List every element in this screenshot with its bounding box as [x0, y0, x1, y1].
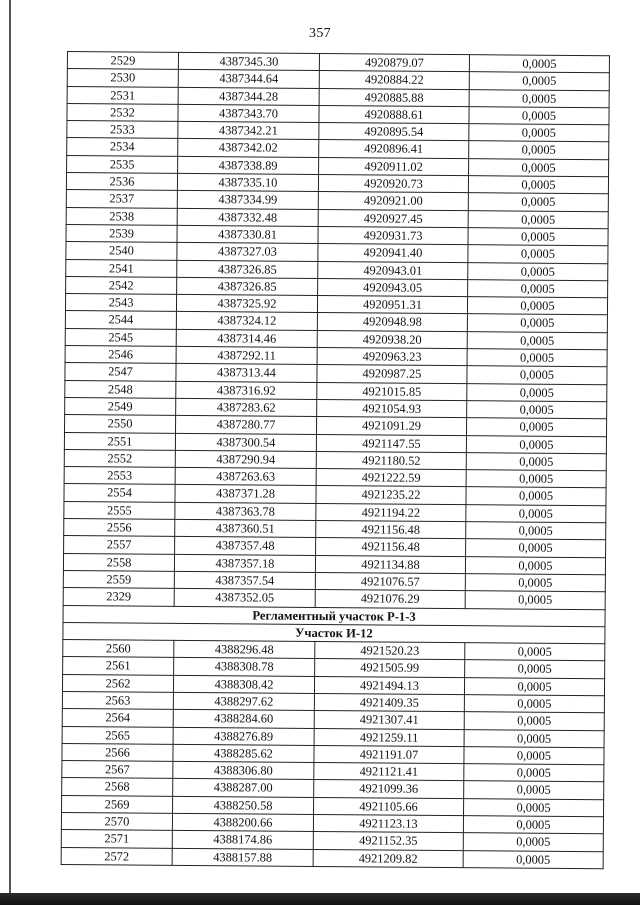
- point-number-cell: 2537: [66, 190, 177, 208]
- point-number-cell: 2540: [66, 242, 177, 260]
- precision-cell: 0,0005: [469, 141, 609, 159]
- coord-x-cell: 4387360.51: [175, 519, 316, 537]
- precision-cell: 0,0005: [469, 124, 609, 142]
- coord-y-cell: 4921409.35: [314, 693, 464, 711]
- precision-cell: 0,0005: [468, 245, 608, 263]
- coord-x-cell: 4387334.99: [177, 191, 318, 209]
- coord-x-cell: 4387290.94: [175, 450, 316, 468]
- point-number-cell: 2552: [64, 449, 175, 467]
- coord-y-cell: 4920948.98: [317, 313, 467, 331]
- point-number-cell: 2565: [62, 726, 173, 744]
- precision-cell: 0,0005: [464, 764, 604, 782]
- coord-y-cell: 4920943.01: [318, 261, 468, 279]
- point-number-cell: 2553: [64, 467, 175, 485]
- coord-y-cell: 4921091.29: [316, 417, 466, 435]
- precision-cell: 0,0005: [466, 487, 606, 505]
- point-number-cell: 2566: [62, 743, 173, 761]
- coord-x-cell: 4387344.28: [178, 87, 319, 105]
- coord-y-cell: 4921191.07: [314, 745, 464, 763]
- coord-x-cell: 4387344.64: [178, 70, 319, 88]
- coord-x-cell: 4387352.05: [174, 589, 315, 607]
- precision-cell: 0,0005: [467, 366, 607, 384]
- point-number-cell: 2546: [65, 346, 176, 364]
- coord-y-cell: 4921076.29: [315, 590, 465, 608]
- precision-cell: 0,0005: [465, 556, 605, 574]
- coord-x-cell: 4387332.48: [177, 208, 318, 226]
- coord-x-cell: 4387357.54: [174, 571, 315, 589]
- coord-y-cell: 4921494.13: [314, 676, 464, 694]
- coord-y-cell: 4921520.23: [315, 642, 465, 660]
- point-number-cell: 2541: [66, 259, 177, 277]
- precision-cell: 0,0005: [464, 712, 604, 730]
- precision-cell: 0,0005: [464, 798, 604, 816]
- coord-x-cell: 4387335.10: [177, 173, 318, 191]
- coord-x-cell: 4387316.92: [176, 381, 317, 399]
- precision-cell: 0,0005: [468, 210, 608, 228]
- coord-x-cell: 4388285.62: [173, 744, 314, 762]
- precision-cell: 0,0005: [467, 349, 607, 367]
- coord-x-cell: 4388308.42: [173, 675, 314, 693]
- coord-y-cell: 4921147.55: [316, 434, 466, 452]
- table-body-bottom: [61, 640, 605, 869]
- coord-y-cell: 4920931.73: [318, 226, 468, 244]
- point-number-cell: 2562: [62, 674, 173, 692]
- coord-x-cell: 4388284.60: [173, 710, 314, 728]
- coord-y-cell: 4921307.41: [314, 711, 464, 729]
- coord-y-cell: 4921222.59: [316, 469, 466, 487]
- coord-x-cell: 4387263.63: [175, 467, 316, 485]
- coord-y-cell: 4921054.93: [317, 399, 467, 417]
- precision-cell: 0,0005: [465, 643, 605, 661]
- coord-y-cell: 4920920.73: [318, 175, 468, 193]
- coord-y-cell: 4920963.23: [317, 348, 467, 366]
- coord-y-cell: 4921152.35: [313, 832, 463, 850]
- point-number-cell: 2572: [61, 847, 172, 865]
- coord-y-cell: 4920884.22: [319, 71, 469, 89]
- precision-cell: 0,0005: [464, 677, 604, 695]
- coord-x-cell: 4387343.70: [178, 104, 319, 122]
- point-number-cell: 2543: [65, 294, 176, 312]
- point-number-cell: 2556: [64, 519, 175, 537]
- point-number-cell: 2532: [67, 103, 178, 121]
- coord-y-cell: 4920895.54: [319, 123, 469, 141]
- point-number-cell: 2558: [63, 553, 174, 571]
- coord-x-cell: 4387324.12: [176, 312, 317, 330]
- precision-cell: 0,0005: [465, 574, 605, 592]
- point-number-cell: 2542: [66, 276, 177, 294]
- coord-x-cell: 4387371.28: [175, 485, 316, 503]
- coord-x-cell: 4387326.85: [177, 277, 318, 295]
- coord-y-cell: 4921209.82: [313, 849, 463, 867]
- coord-x-cell: 4387300.54: [175, 433, 316, 451]
- coord-y-cell: 4921156.48: [316, 520, 466, 538]
- coord-x-cell: 4387326.85: [177, 260, 318, 278]
- coordinates-table-wrap: [61, 51, 609, 869]
- point-number-cell: 2531: [67, 86, 178, 104]
- coord-x-cell: 4388296.48: [174, 640, 315, 658]
- point-number-cell: 2535: [67, 155, 178, 173]
- precision-cell: 0,0005: [468, 176, 608, 194]
- coord-y-cell: 4921194.22: [316, 503, 466, 521]
- precision-cell: 0,0005: [466, 539, 606, 557]
- coord-y-cell: 4920896.41: [319, 140, 469, 158]
- coord-y-cell: 4920888.61: [319, 105, 469, 123]
- coord-x-cell: 4387338.89: [178, 156, 319, 174]
- precision-cell: 0,0005: [467, 297, 607, 315]
- precision-cell: 0,0005: [466, 522, 606, 540]
- coord-x-cell: 4387345.30: [178, 52, 319, 70]
- precision-cell: 0,0005: [466, 470, 606, 488]
- point-number-cell: 2544: [65, 311, 176, 329]
- coord-y-cell: 4920911.02: [319, 157, 469, 175]
- precision-cell: 0,0005: [468, 262, 608, 280]
- point-number-cell: 2561: [63, 657, 174, 675]
- precision-cell: 0,0005: [469, 55, 609, 73]
- coord-y-cell: 4920938.20: [317, 330, 467, 348]
- precision-cell: 0,0005: [467, 401, 607, 419]
- point-number-cell: 2549: [65, 397, 176, 415]
- precision-cell: 0,0005: [469, 89, 609, 107]
- point-number-cell: 2547: [65, 363, 176, 381]
- coord-x-cell: 4387357.18: [174, 554, 315, 572]
- point-number-cell: 2538: [66, 207, 177, 225]
- point-number-cell: 2530: [67, 69, 178, 87]
- coord-y-cell: 4921180.52: [316, 451, 466, 469]
- coord-x-cell: 4387283.62: [176, 398, 317, 416]
- point-number-cell: 2559: [63, 570, 174, 588]
- point-number-cell: 2550: [65, 415, 176, 433]
- point-number-cell: 2563: [62, 691, 173, 709]
- table-body-top: [63, 52, 609, 610]
- coord-y-cell: 4921156.48: [316, 538, 466, 556]
- coord-y-cell: 4921134.88: [315, 555, 465, 573]
- point-number-cell: 2564: [62, 709, 173, 727]
- coord-x-cell: 4388306.80: [173, 762, 314, 780]
- precision-cell: 0,0005: [466, 418, 606, 436]
- coord-x-cell: 4388297.62: [173, 692, 314, 710]
- scan-left-edge: [9, 0, 11, 905]
- coord-y-cell: 4921015.85: [317, 382, 467, 400]
- coord-x-cell: 4387363.78: [175, 502, 316, 520]
- coord-x-cell: 4387342.21: [178, 122, 319, 140]
- precision-cell: 0,0005: [466, 452, 606, 470]
- point-number-cell: 2569: [62, 795, 173, 813]
- coord-x-cell: 4388308.78: [174, 658, 315, 676]
- coord-y-cell: 4921259.11: [314, 728, 464, 746]
- coord-x-cell: 4387292.11: [176, 346, 317, 364]
- table-row: [61, 847, 603, 869]
- coord-y-cell: 4920927.45: [318, 209, 468, 227]
- coord-y-cell: 4920921.00: [318, 192, 468, 210]
- precision-cell: 0,0005: [466, 435, 606, 453]
- precision-cell: 0,0005: [464, 781, 604, 799]
- coord-y-cell: 4920943.05: [318, 278, 468, 296]
- precision-cell: 0,0005: [469, 72, 609, 90]
- coord-x-cell: 4388157.88: [172, 848, 313, 866]
- precision-cell: 0,0005: [465, 660, 605, 678]
- point-number-cell: 2560: [63, 640, 174, 658]
- coord-x-cell: 4388276.89: [173, 727, 314, 745]
- precision-cell: 0,0005: [464, 695, 604, 713]
- coord-x-cell: 4387342.02: [178, 139, 319, 157]
- table-section-header: [63, 605, 605, 644]
- coord-y-cell: 4921505.99: [315, 659, 465, 677]
- coord-x-cell: 4387280.77: [176, 416, 317, 434]
- precision-cell: 0,0005: [464, 747, 604, 765]
- point-number-cell: 2570: [61, 813, 172, 831]
- point-number-cell: 2554: [64, 484, 175, 502]
- coord-y-cell: 4921121.41: [314, 763, 464, 781]
- precision-cell: 0,0005: [467, 314, 607, 332]
- coord-x-cell: 4388200.66: [172, 813, 313, 831]
- precision-cell: 0,0005: [467, 331, 607, 349]
- coord-y-cell: 4920941.40: [318, 244, 468, 262]
- point-number-cell: 2568: [62, 778, 173, 796]
- point-number-cell: 2548: [65, 380, 176, 398]
- precision-cell: 0,0005: [468, 193, 608, 211]
- page-number: 357: [309, 26, 331, 41]
- coord-y-cell: 4920987.25: [317, 365, 467, 383]
- point-number-cell: 2539: [66, 224, 177, 242]
- coord-y-cell: 4921123.13: [313, 815, 463, 833]
- point-number-cell: 2329: [63, 588, 174, 606]
- coord-y-cell: 4921076.57: [315, 572, 465, 590]
- coord-x-cell: 4388250.58: [173, 796, 314, 814]
- precision-cell: 0,0005: [465, 591, 605, 609]
- coord-x-cell: 4387357.48: [175, 537, 316, 555]
- coord-x-cell: 4387313.44: [176, 364, 317, 382]
- coord-y-cell: 4921235.22: [316, 486, 466, 504]
- scan-bottom-edge: [0, 893, 640, 905]
- precision-cell: 0,0005: [468, 228, 608, 246]
- coord-y-cell: 4920879.07: [319, 53, 469, 71]
- point-number-cell: 2557: [64, 536, 175, 554]
- point-number-cell: 2571: [61, 830, 172, 848]
- coord-x-cell: 4387314.46: [176, 329, 317, 347]
- coordinates-table: [61, 51, 610, 869]
- precision-cell: 0,0005: [464, 729, 604, 747]
- precision-cell: 0,0005: [469, 107, 609, 125]
- coord-x-cell: 4387330.81: [177, 225, 318, 243]
- coord-y-cell: 4920951.31: [317, 296, 467, 314]
- point-number-cell: 2567: [62, 761, 173, 779]
- coord-x-cell: 4387325.92: [176, 295, 317, 313]
- point-number-cell: 2529: [67, 52, 178, 70]
- coord-y-cell: 4920885.88: [319, 88, 469, 106]
- section-title: Регламентный участок Р-1-3: [63, 605, 605, 627]
- precision-cell: 0,0005: [467, 383, 607, 401]
- precision-cell: 0,0005: [469, 158, 609, 176]
- point-number-cell: 2551: [64, 432, 175, 450]
- point-number-cell: 2533: [67, 121, 178, 139]
- coord-x-cell: 4388174.86: [172, 831, 313, 849]
- point-number-cell: 2555: [64, 501, 175, 519]
- precision-cell: 0,0005: [463, 816, 603, 834]
- subsection-title: Участок И-12: [63, 622, 605, 644]
- coord-x-cell: 4387327.03: [177, 243, 318, 261]
- precision-cell: 0,0005: [463, 833, 603, 851]
- point-number-cell: 2545: [65, 328, 176, 346]
- point-number-cell: 2536: [66, 173, 177, 191]
- coord-y-cell: 4921099.36: [314, 780, 464, 798]
- point-number-cell: 2534: [67, 138, 178, 156]
- precision-cell: 0,0005: [463, 850, 603, 868]
- precision-cell: 0,0005: [466, 504, 606, 522]
- precision-cell: 0,0005: [468, 280, 608, 298]
- coord-y-cell: 4921105.66: [314, 797, 464, 815]
- coord-x-cell: 4388287.00: [173, 779, 314, 797]
